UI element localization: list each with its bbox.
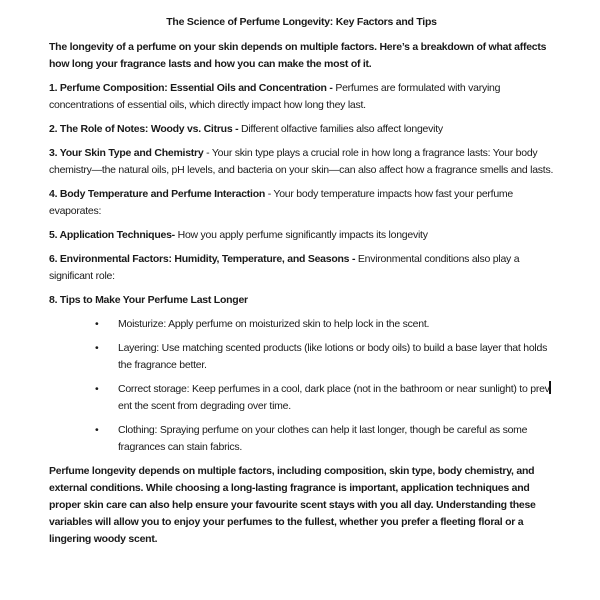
section-body-3: - Your skin type plays a crucial role in how long a fragrance lasts: Your body chemistry—the natural oils, pH levels, and bacteria on your skin—can also affect how a fragrance smells and lasts. <box>49 147 554 176</box>
section-body-5: How you apply perfume significantly impacts its longevity <box>177 229 428 241</box>
section-body-6: Environmental conditions also play a significant role: <box>49 253 520 282</box>
section-paragraph-4[interactable] <box>49 186 554 220</box>
section-body-4: - Your body temperature impacts how fast your perfume evaporates: <box>49 188 514 217</box>
tips-heading[interactable]: 8. Tips to Make Your Perfume Last Longer <box>49 294 248 306</box>
section-paragraph-1[interactable] <box>49 80 554 114</box>
document-title[interactable]: The Science of Perfume Longevity: Key Factors and Tips <box>166 16 437 28</box>
section-heading-3: 3. Your Skin Type and Chemistry <box>49 147 204 159</box>
text-cursor <box>549 381 551 394</box>
document-edit-area[interactable] <box>49 14 554 548</box>
section-body-2: Different olfactive families also affect longevity <box>241 123 443 135</box>
section-heading-5: 5. Application Techniques- <box>49 229 175 241</box>
tip-item-storage[interactable] <box>93 381 554 415</box>
conclusion-paragraph[interactable]: Perfume longevity depends on multiple factors, including composition, skin type, body chemistry, and external conditions. While choosing a long-lasting fragrance is important, application techniques and proper skin care can also help ensure your favourite scent stays with you all day. Understanding these variables will allow you to enjoy your perfumes to the fullest, whether you prefer a fleeting floral or a lingering woody scent. <box>49 465 536 545</box>
tips-list <box>93 316 554 456</box>
tip-text-after-cursor: ent the scent from degrading over time. <box>118 400 291 412</box>
section-paragraph-6[interactable] <box>49 251 554 285</box>
section-paragraph-5[interactable] <box>49 227 554 244</box>
tip-item-moisturize[interactable] <box>93 316 554 333</box>
section-heading-6: 6. Environmental Factors: Humidity, Temperature, and Seasons - <box>49 253 356 265</box>
section-heading-2: 2. The Role of Notes: Woody vs. Citrus - <box>49 123 239 135</box>
section-heading-1: 1. Perfume Composition: Essential Oils and Concentration - <box>49 82 333 94</box>
section-heading-4: 4. Body Temperature and Perfume Interaction <box>49 188 266 200</box>
section-paragraph-2[interactable] <box>49 121 554 138</box>
tip-text: Layering: Use matching scented products (like lotions or body oils) to build a base layer that holds the fragrance better. <box>118 342 548 371</box>
tip-item-layering[interactable] <box>93 340 554 374</box>
tip-text-before-cursor: Correct storage: Keep perfumes in a cool, dark place (not in the bathroom or near sunlight) to prev <box>118 383 550 395</box>
section-body-1: Perfumes are formulated with varying concentrations of essential oils, which directly impact how long they last. <box>49 82 501 111</box>
tip-text: Clothing: Spraying perfume on your clothes can help it last longer, though be careful as some fragrances can stain fabrics. <box>118 424 528 453</box>
intro-paragraph[interactable]: The longevity of a perfume on your skin depends on multiple factors. Here’s a breakdown of what affects how long your fragrance lasts and how you can make the most of it. <box>49 41 547 70</box>
section-paragraph-3[interactable] <box>49 145 554 179</box>
tip-item-clothing[interactable] <box>93 422 554 456</box>
tip-text: Moisturize: Apply perfume on moisturized skin to help lock in the scent. <box>118 318 430 330</box>
